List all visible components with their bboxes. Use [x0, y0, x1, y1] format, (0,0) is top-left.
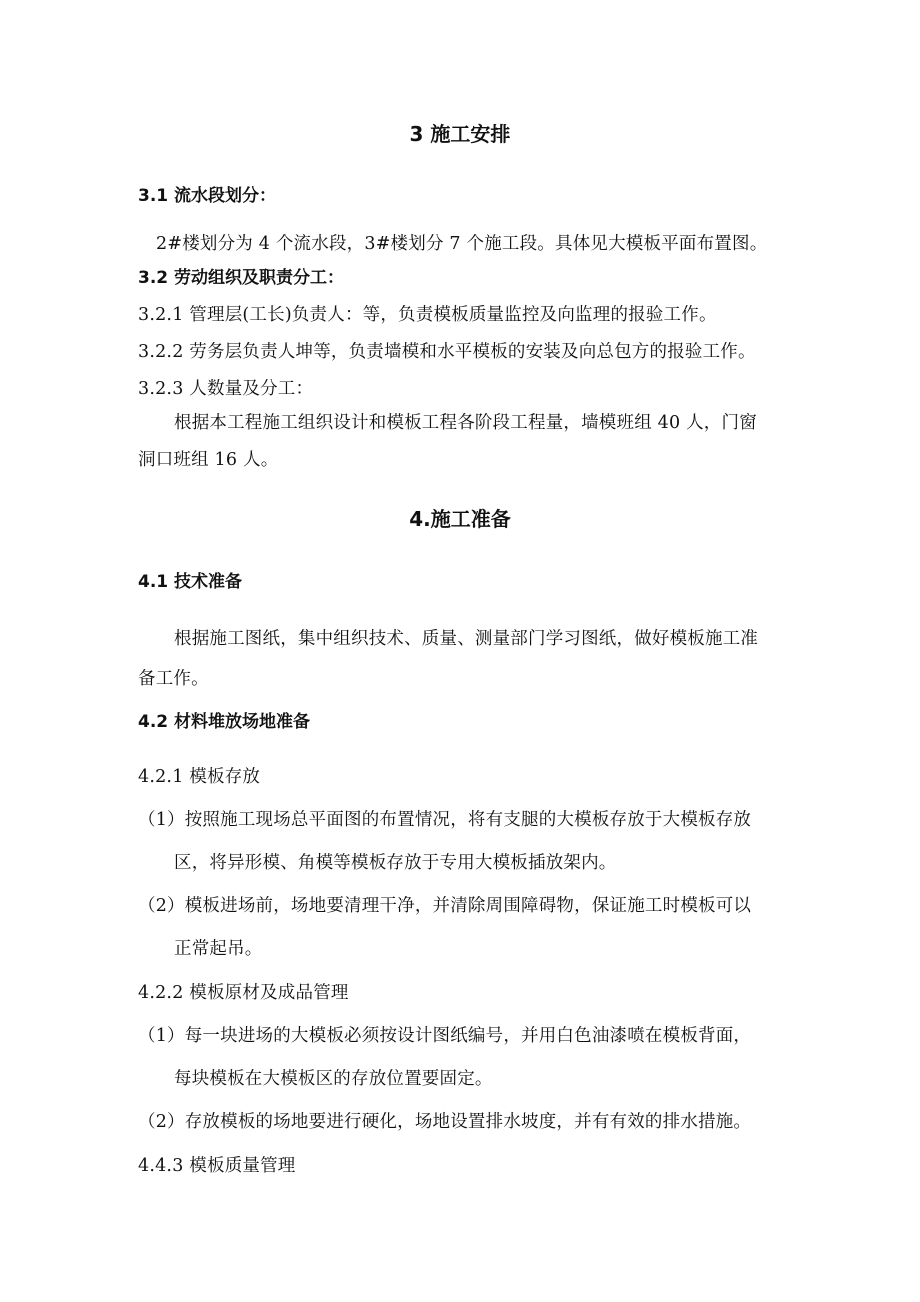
- paragraph: 4.4.3 模板质量管理: [138, 1156, 296, 1176]
- paragraph: 洞口班组 16 人。: [138, 450, 279, 470]
- paragraph: 3.2.2 劳务层负责人坤等，负责墙模和水平模板的安装及向总包方的报验工作。: [138, 342, 756, 362]
- list-item: （1）按照施工现场总平面图的布置情况，将有支腿的大模板存放于大模板存放: [138, 810, 752, 830]
- paragraph: 3.2.3 人数量及分工：: [138, 379, 314, 399]
- paragraph: 3.2.1 管理层(工长)负责人：等，负责模板质量监控及向监理的报验工作。: [138, 305, 717, 325]
- list-item: （1）每一块进场的大模板必须按设计图纸编号，并用白色油漆喷在模板背面，: [138, 1026, 752, 1046]
- paragraph: 根据施工图纸，集中组织技术、质量、测量部门学习图纸，做好模板施工准: [174, 629, 759, 649]
- section-3-title: 3 施工安排: [409, 122, 511, 146]
- list-item-continuation: 区，将异形模、角模等模板存放于专用大模板插放架内。: [174, 853, 617, 873]
- paragraph: 4.2.2 模板原材及成品管理: [138, 983, 349, 1003]
- list-item: （2）存放模板的场地要进行硬化，场地设置排水坡度，并有有效的排水措施。: [138, 1112, 752, 1132]
- list-item-continuation: 正常起吊。: [174, 939, 263, 959]
- subsection-4-1-heading: 4.1 技术准备: [138, 572, 243, 592]
- paragraph: 2#楼划分为 4 个流水段，3#楼划分 7 个施工段。具体见大模板平面布置图。: [156, 234, 768, 254]
- paragraph: 根据本工程施工组织设计和模板工程各阶段工程量，墙模班组 40 人，门窗: [174, 413, 757, 433]
- subsection-3-1-heading: 3.1 流水段划分：: [138, 186, 277, 206]
- list-item: （2）模板进场前，场地要清理干净，并清除周围障碍物，保证施工时模板可以: [138, 896, 752, 916]
- list-item-continuation: 每块模板在大模板区的存放位置要固定。: [174, 1069, 493, 1089]
- section-4-title: 4.施工准备: [409, 507, 511, 531]
- subsection-3-2-heading: 3.2 劳动组织及职责分工：: [138, 268, 345, 288]
- subsection-4-2-heading: 4.2 材料堆放场地准备: [138, 712, 311, 732]
- paragraph: 4.2.1 模板存放: [138, 767, 261, 787]
- paragraph: 备工作。: [138, 669, 209, 689]
